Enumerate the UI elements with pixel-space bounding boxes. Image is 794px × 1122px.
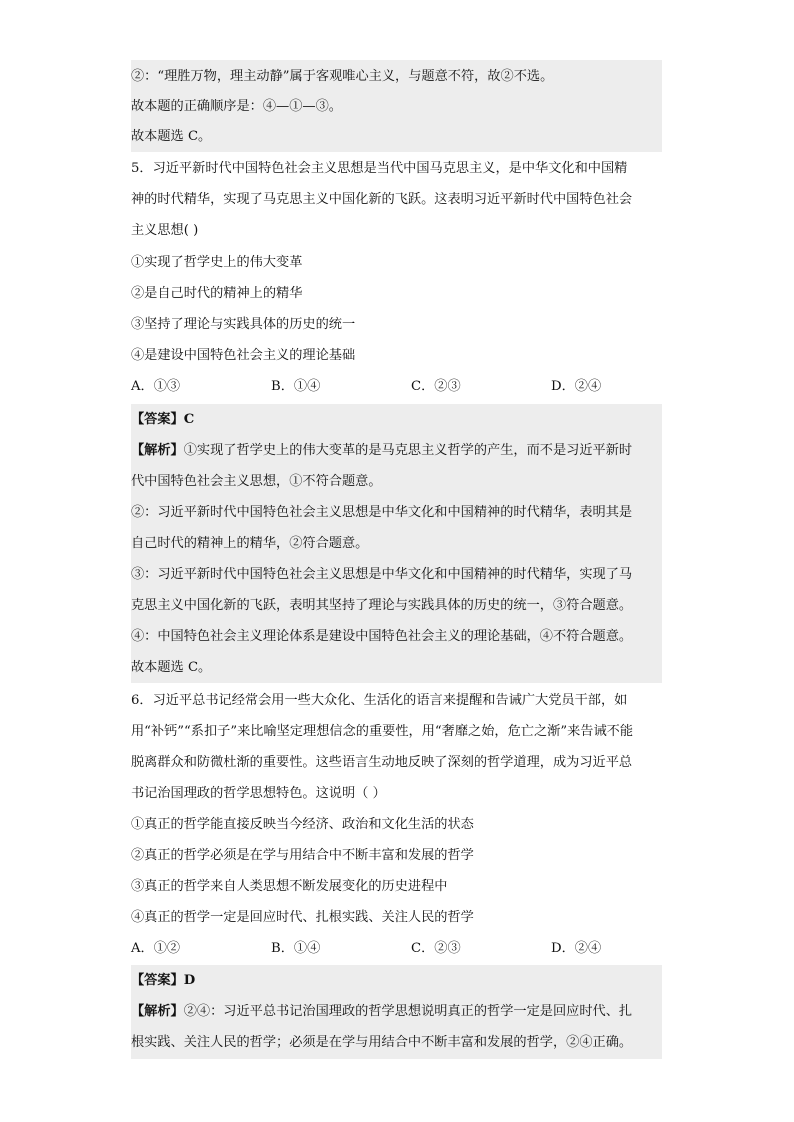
statement-item: ①实现了哲学史上的伟大变革 <box>131 255 303 270</box>
analysis-line: ②：“理胜万物，理主动静”属于客观唯心主义，与题意不符，故②不选。 <box>131 69 554 84</box>
option-d: D．②④ <box>551 379 602 394</box>
analysis-line: ④：中国特色社会主义理论体系是建设中国特色社会主义的理论基础，④不符合题意。 <box>131 629 633 644</box>
statement-item: ③坚持了理论与实践具体的历史的统一 <box>131 317 356 332</box>
option-d: D．②④ <box>551 941 602 956</box>
option-c: C．②③ <box>411 941 461 956</box>
question-stem: 主义思想( ) <box>131 223 199 238</box>
question-stem: 用“补钙”“系扣子”来比喻坚定理想信念的重要性，用“奢靡之始，危亡之渐”来告诫不能 <box>131 724 634 739</box>
analysis-line: 自己时代的精神上的精华，②符合题意。 <box>131 536 369 551</box>
question-stem: 神的时代精华，实现了马克思主义中国化新的飞跃。这表明习近平新时代中国特色社会 <box>131 192 633 207</box>
analysis-label: 【解析】 <box>131 1004 184 1019</box>
statement-item: ①真正的哲学能直接反映当今经济、政治和文化生活的状态 <box>131 817 474 832</box>
analysis-first-line <box>131 441 632 461</box>
question-stem: 脱离群众和防微杜渐的重要性。这些语言生动地反映了深刻的哲学道理，成为习近平总 <box>131 755 633 770</box>
analysis-first-line <box>131 1002 632 1022</box>
answer-analysis-5 <box>131 404 662 683</box>
analysis-line: ③：习近平新时代中国特色社会主义思想是中华文化和中国精神的时代精华，实现了马 <box>131 567 633 582</box>
option-a: A．①③ <box>131 379 181 394</box>
statement-item: ②真正的哲学必须是在学与用结合中不断丰富和发展的哲学 <box>131 848 474 863</box>
statement-item: ③真正的哲学来自人类思想不断发展变化的历史进程中 <box>131 879 448 894</box>
analysis-text: ②④：习近平总书记治国理政的哲学思想说明真正的哲学一定是回应时代、扎 <box>183 1004 633 1019</box>
statement-item: ④是建设中国特色社会主义的理论基础 <box>131 348 356 363</box>
analysis-label: 【解析】 <box>131 443 184 458</box>
statement-item: ④真正的哲学一定是回应时代、扎根实践、关注人民的哲学 <box>131 910 474 925</box>
analysis-line: 根实践、关注人民的哲学；必须是在学与用结合中不断丰富和发展的哲学，②④正确。 <box>131 1035 633 1050</box>
option-c: C．②③ <box>411 379 461 394</box>
analysis-line: 故本题选 C。 <box>131 660 212 675</box>
analysis-line: 克思主义中国化新的飞跃，表明其坚持了理论与实践具体的历史的统一，③符合题意。 <box>131 598 633 613</box>
question-5 <box>131 155 662 405</box>
prev-analysis-block <box>131 60 662 152</box>
question-stem: 书记治国理政的哲学思想特色。这说明（ ） <box>131 786 386 801</box>
analysis-line: 故本题的正确顺序是：④—①—③。 <box>131 99 342 114</box>
question-stem: 5．习近平新时代中国特色社会主义思想是当代中国马克思主义，是中华文化和中国精 <box>131 161 628 176</box>
option-b: B．①④ <box>271 941 321 956</box>
analysis-line: 故本题选 C。 <box>131 129 212 144</box>
statement-item: ②是自己时代的精神上的精华 <box>131 286 303 301</box>
analysis-text: ①实现了哲学史上的伟大变革的是马克思主义哲学的产生，而不是习近平新时 <box>183 443 633 458</box>
answer-label: 【答案】C <box>131 412 195 427</box>
analysis-line: ②：习近平新时代中国特色社会主义思想是中华文化和中国精神的时代精华，表明其是 <box>131 505 633 520</box>
question-stem: 6．习近平总书记经常会用一些大众化、生活化的语言来提醒和告诫广大党员干部，如 <box>131 693 628 708</box>
option-a: A．①② <box>131 941 181 956</box>
answer-analysis-6 <box>131 965 662 1059</box>
analysis-line: 代中国特色社会主义思想，①不符合题意。 <box>131 474 382 489</box>
question-6 <box>131 684 662 964</box>
answer-label: 【答案】D <box>131 973 196 988</box>
option-b: B．①④ <box>271 379 321 394</box>
